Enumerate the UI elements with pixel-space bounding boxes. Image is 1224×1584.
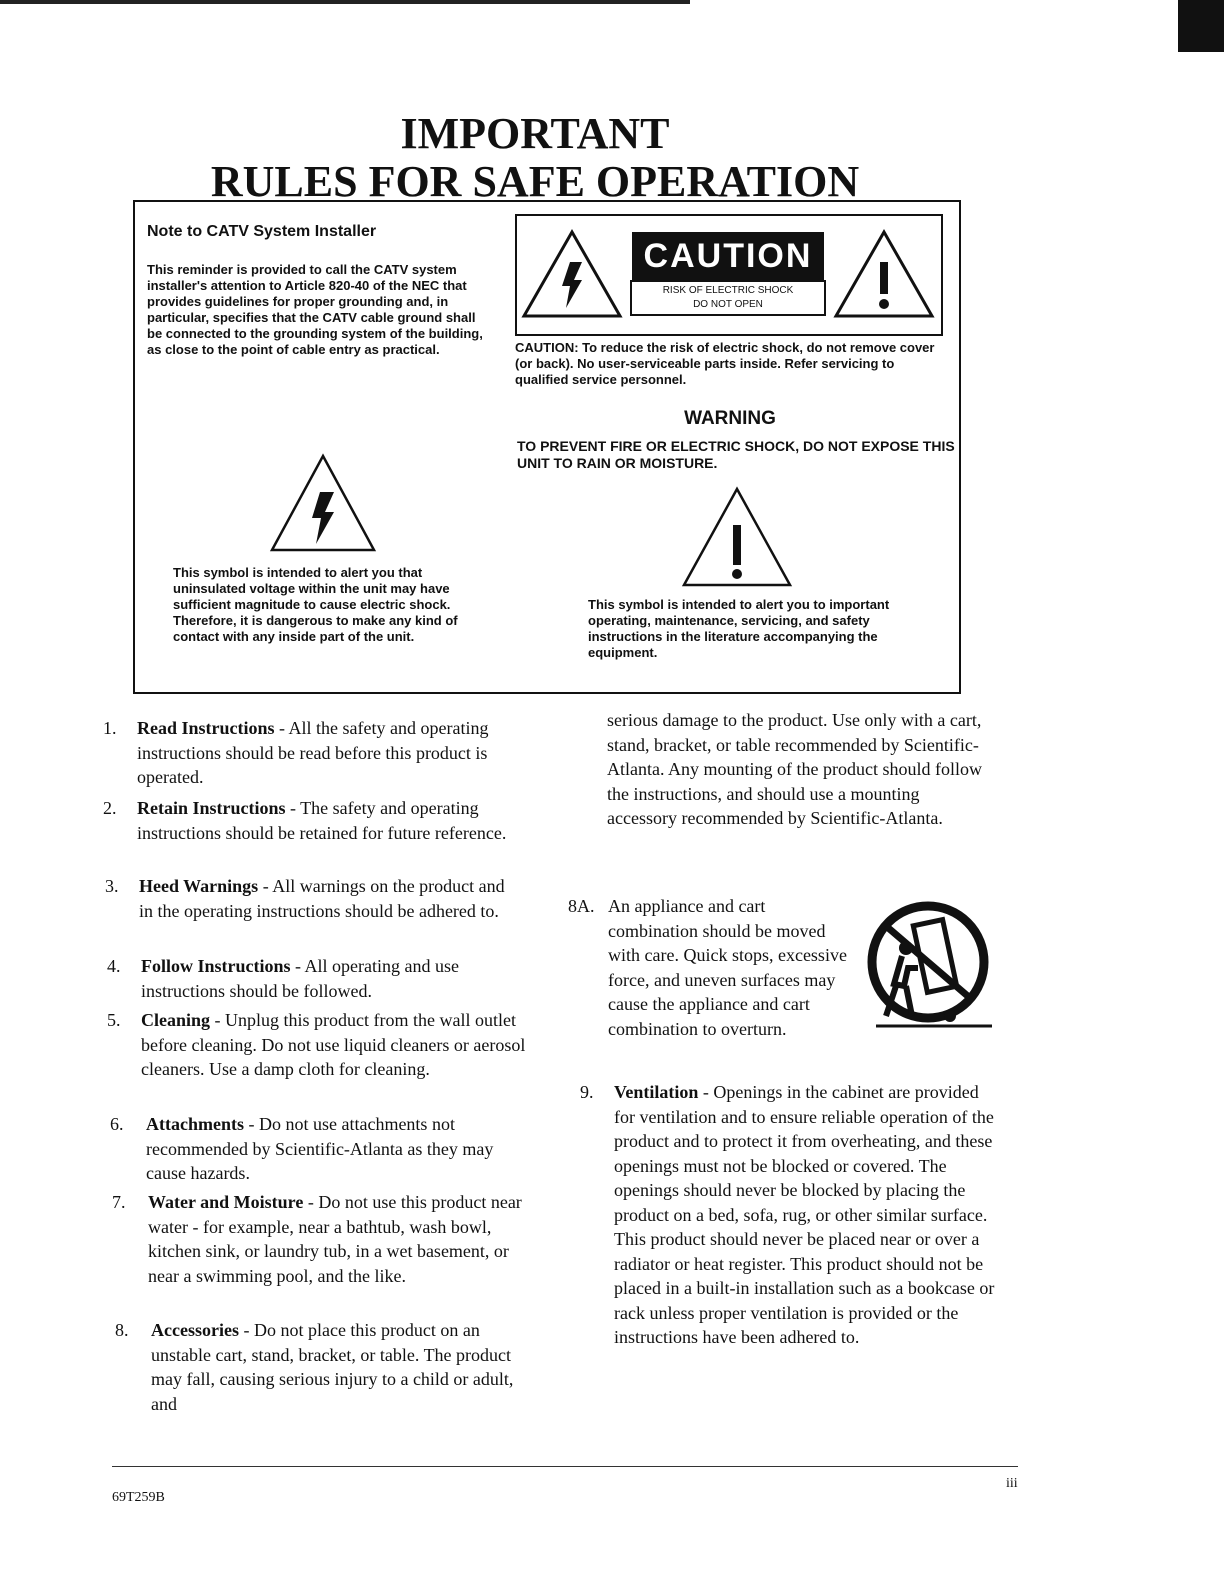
rule-text: - Openings in the cabinet are provided for ventilation and to ensure reliable operation of the product and to protect it from overheating, and these openings must not be blocked or covered. The openings should never be blocked by placing the product on a bed, sofa, rug, or other similar surface. This product should never be placed near or over a radiator or heat register. This product should not be placed in a built-in installation such as a bookcase or rack unless proper ventilation is provided or the instructions have been adhered to. bbox=[614, 1082, 995, 1347]
rule-title: Water and Moisture bbox=[148, 1192, 304, 1212]
rule-item bbox=[103, 796, 513, 876]
rule-title: Follow Instructions bbox=[141, 956, 291, 976]
page-number: iii bbox=[1006, 1476, 1018, 1491]
rule-item bbox=[103, 716, 503, 796]
rule-item-9 bbox=[580, 1080, 1000, 1420]
lightning-symbol-icon bbox=[268, 452, 378, 554]
rule-text: - Unplug this product from the wall outlet before cleaning. Do not use liquid cleaners or aerosol cleaners. Use a damp cloth for cleaning. bbox=[141, 1010, 526, 1079]
rule-number: 6. bbox=[110, 1114, 124, 1134]
rule-title: Retain Instructions bbox=[137, 798, 286, 818]
page-title-line1: IMPORTANT bbox=[400, 109, 670, 158]
rule-title: Cleaning bbox=[141, 1010, 211, 1030]
lightning-warning-icon bbox=[520, 228, 624, 320]
risk-line-1: RISK OF ELECTRIC SHOCK bbox=[662, 285, 794, 296]
exclamation-symbol-icon bbox=[680, 485, 794, 589]
rule-text: - All operating and use instructions should be followed. bbox=[141, 956, 459, 1001]
warning-heading: WARNING bbox=[684, 408, 776, 429]
warning-text: TO PREVENT FIRE OR ELECTRIC SHOCK, DO NOT EXPOSE THIS UNIT TO RAIN OR MOISTURE. bbox=[517, 438, 955, 471]
rule-text: - All warnings on the product and in the operating instructions should be adhered to. bbox=[139, 876, 505, 921]
risk-of-shock-label bbox=[630, 280, 826, 316]
cart-tip-over-icon bbox=[862, 898, 994, 1032]
rule-item bbox=[112, 1190, 537, 1315]
caution-text: CAUTION: To reduce the risk of electric shock, do not remove cover (or back). No user-serviceable parts inside. Refer servicing to qualified service personnel. bbox=[515, 340, 935, 387]
rule-number: 8A. bbox=[568, 896, 595, 916]
exclamation-symbol-text: This symbol is intended to alert you to important operating, maintenance, servicing, and safety instructions in the literature accompanying the equipment. bbox=[588, 597, 890, 660]
rule-text: - The safety and operating instructions should be retained for future reference. bbox=[137, 798, 507, 843]
document-number: 69T259B bbox=[112, 1490, 165, 1505]
rule-text: - Do not use this product near water - for example, near a bathtub, wash bowl, kitchen sink, or laundry tub, in a wet basement, or near a swimming pool, and the like. bbox=[148, 1192, 522, 1286]
rule-text: An appliance and cart combination should be moved with care. Quick stops, excessive force, and uneven surfaces may cause the appliance and cart combination to overturn. bbox=[608, 896, 847, 1039]
risk-line-2: DO NOT OPEN bbox=[693, 299, 763, 310]
exclamation-warning-icon bbox=[832, 228, 936, 320]
rule-item bbox=[110, 1112, 535, 1192]
rule-number: 9. bbox=[580, 1082, 594, 1102]
caution-label: CAUTION bbox=[632, 232, 824, 280]
rule-number: 7. bbox=[112, 1192, 126, 1212]
rule-title: Accessories bbox=[151, 1320, 239, 1340]
rule-text: - Do not use attachments not recommended by Scientific-Atlanta as they may cause hazards. bbox=[146, 1114, 494, 1183]
scan-top-edge bbox=[0, 0, 690, 4]
rule-item bbox=[107, 1008, 532, 1108]
lightning-symbol-text: This symbol is intended to alert you that uninsulated voltage within the unit may have sufficient magnitude to cause electric shock. Therefore, it is dangerous to make any kind of contact with any inside part of the unit. bbox=[173, 565, 458, 644]
rule-number: 5. bbox=[107, 1010, 121, 1030]
rule-number: 4. bbox=[107, 956, 121, 976]
footer-divider bbox=[112, 1466, 1018, 1467]
rule-title: Attachments bbox=[146, 1114, 244, 1134]
rule-8-continuation: serious damage to the product. Use only with a cart, stand, bracket, or table recommended by Scientific-Atlanta. Any mounting of the product should follow the instructions, and should use a mounting accessory recommended by Scientific-Atlanta. bbox=[607, 710, 982, 828]
rule-number: 3. bbox=[105, 876, 119, 896]
rule-number: 2. bbox=[103, 798, 117, 818]
note-text: This reminder is provided to call the CATV system installer's attention to Article 820-40 of the NEC that provides guidelines for proper grounding and, in particular, specifies that the CATV cable ground shall be connected to the grounding system of the building, as close to the point of cable entry as practical. bbox=[147, 262, 483, 357]
rule-item bbox=[115, 1318, 520, 1418]
page-title-line2: RULES FOR SAFE OPERATION bbox=[210, 157, 860, 206]
rule-item bbox=[105, 874, 515, 954]
rule-number: 8. bbox=[115, 1320, 129, 1340]
rule-title: Ventilation bbox=[614, 1082, 699, 1102]
rule-item-8a bbox=[568, 894, 858, 1064]
note-heading: Note to CATV System Installer bbox=[147, 223, 377, 240]
rule-text: - Do not place this product on an unstable cart, stand, bracket, or table. The product may fall, causing serious injury to a child or adult, and bbox=[151, 1320, 514, 1414]
rule-number: 1. bbox=[103, 718, 117, 738]
rule-item bbox=[107, 954, 517, 1014]
rule-text: - All the safety and operating instructions should be read before this product is operated. bbox=[137, 718, 489, 787]
rule-title: Heed Warnings bbox=[139, 876, 259, 896]
rule-title: Read Instructions bbox=[137, 718, 275, 738]
scan-corner-mark bbox=[1178, 0, 1224, 52]
